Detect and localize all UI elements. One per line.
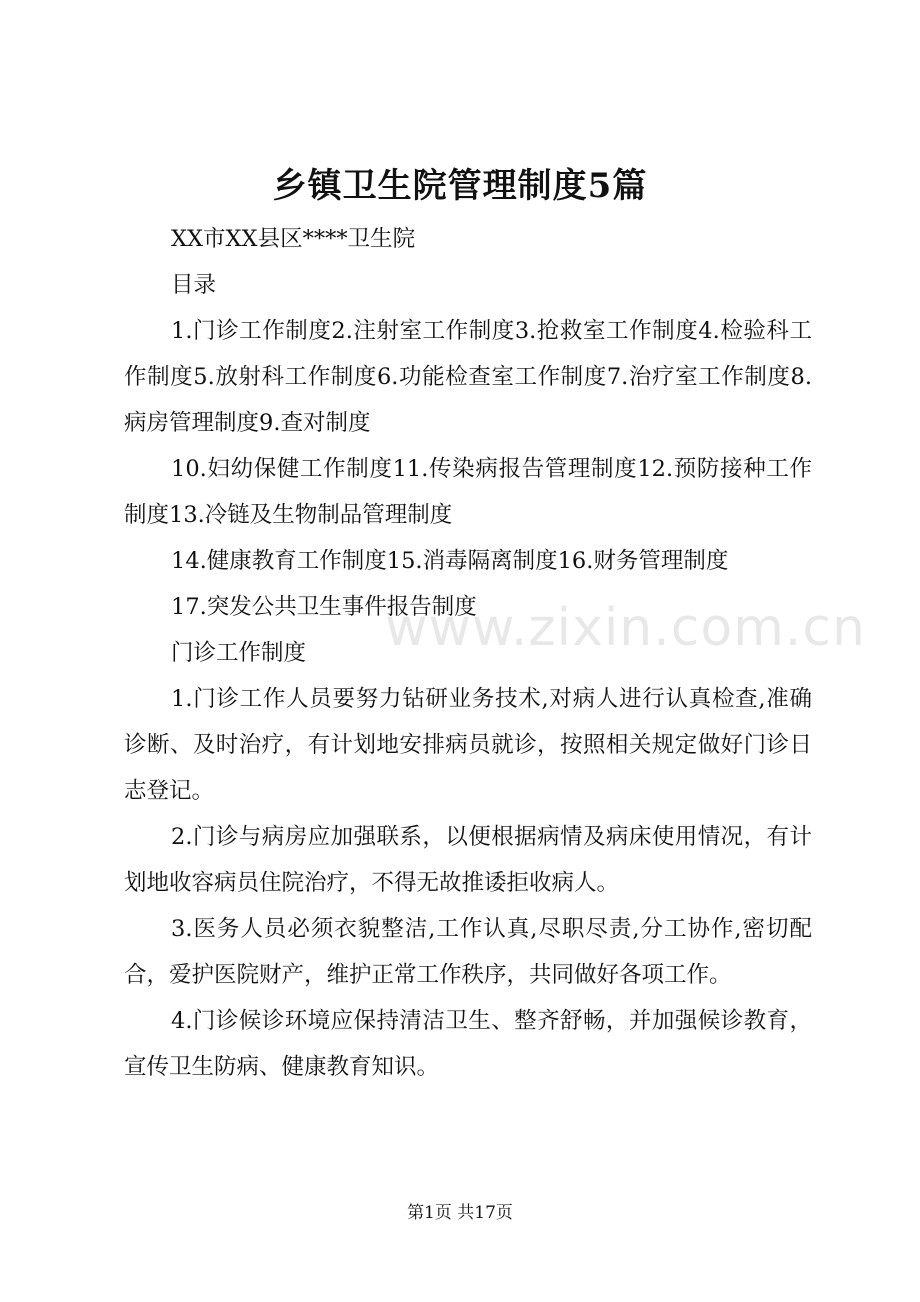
paragraph: 1.门诊工作人员要努力钻研业务技术,对病人进行认真检查,准确诊断、及时治疗，有计划地安排病员就诊，按照相关规定做好门诊日志登记。 <box>124 686 812 804</box>
paragraph: 17.突发公共卫生事件报告制度 <box>171 594 477 620</box>
page-footer: 第1页 共17页 <box>407 1203 513 1223</box>
paragraph: 10.妇幼保健工作制度11.传染病报告管理制度12.预防接种工作制度13.冷链及生物制品管理制度 <box>124 456 812 528</box>
paragraph: 4.门诊候诊环境应保持清洁卫生、整齐舒畅，并加强候诊教育，宣传卫生防病、健康教育知识。 <box>124 1008 812 1080</box>
paragraph: 14.健康教育工作制度15.消毒隔离制度16.财务管理制度 <box>171 548 729 574</box>
paragraph: 3.医务人员必须衣貌整洁,工作认真,尽职尽责,分工协作,密切配合，爱护医院财产，维护正常工作秩序，共同做好各项工作。 <box>124 916 812 988</box>
paragraph: 目录 <box>171 272 217 298</box>
section-heading: 门诊工作制度 <box>171 640 307 666</box>
paragraph: XX市XX县区****卫生院 <box>171 226 416 252</box>
paragraph: 2.门诊与病房应加强联系，以便根据病情及病床使用情况，有计划地收容病员住院治疗，不得无故推诿拒收病人。 <box>124 824 812 896</box>
document-title: 乡镇卫生院管理制度5篇 <box>272 166 648 206</box>
watermark: www.zixin.com.cn <box>385 598 866 658</box>
paragraph: 1.门诊工作制度2.注射室工作制度3.抢救室工作制度4.检验科工作制度5.放射科工作制度6.功能检查室工作制度7.治疗室工作制度8.病房管理制度9.查对制度 <box>124 318 812 436</box>
